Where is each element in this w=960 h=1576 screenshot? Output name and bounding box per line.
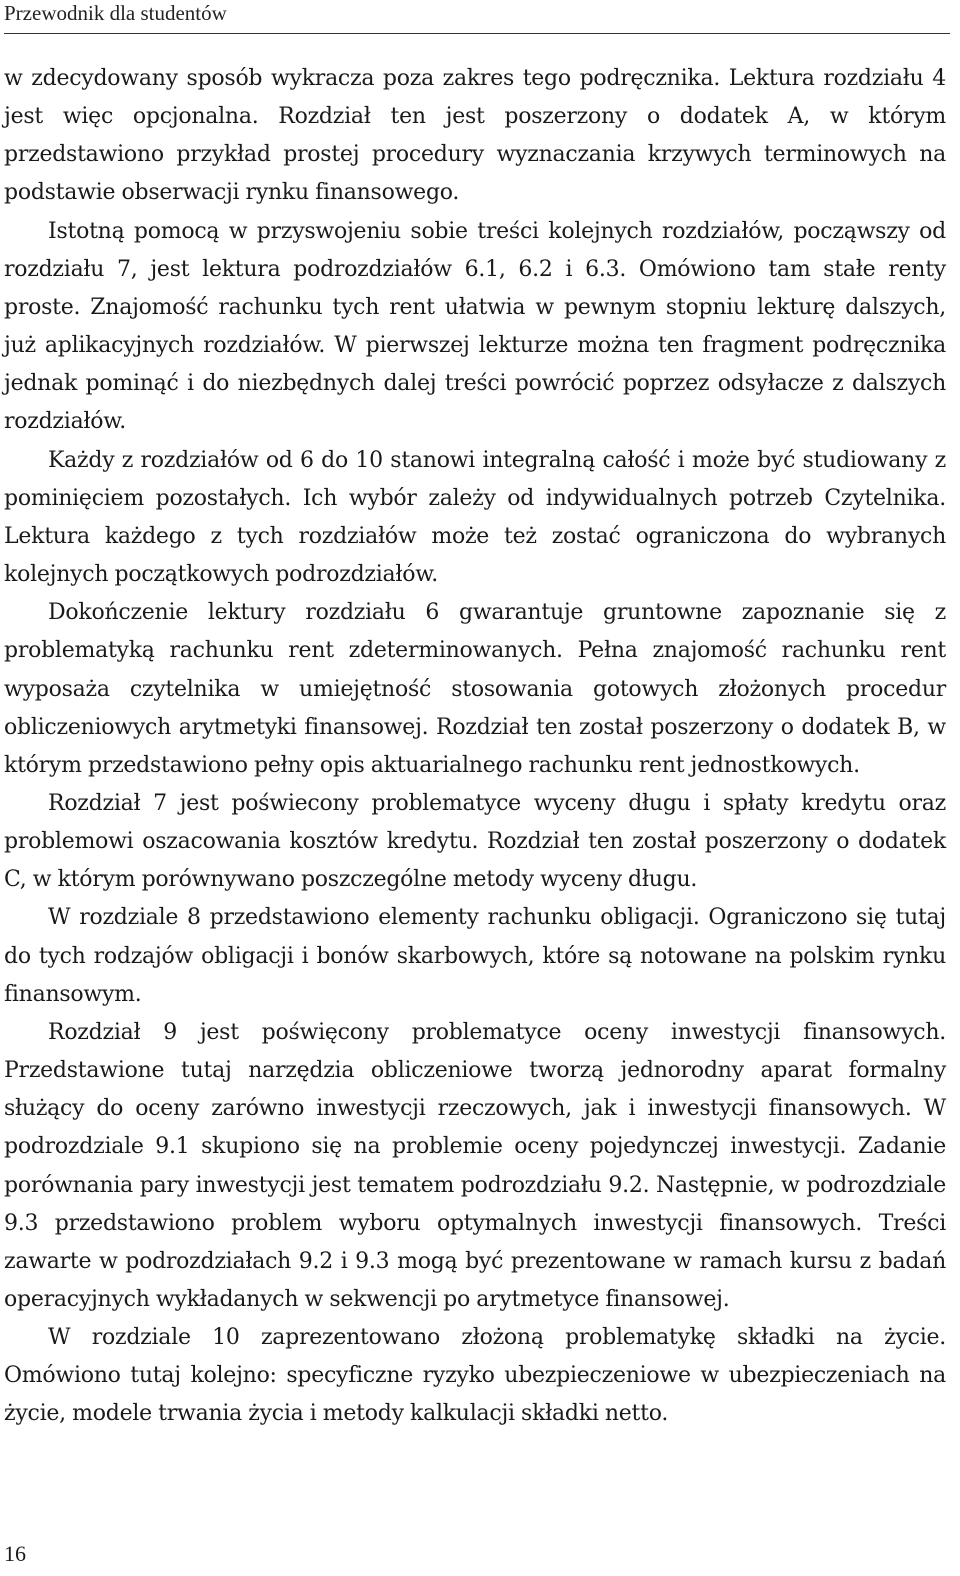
- paragraph-continuation: w zdecydowany sposób wykracza poza zakres tego podręcznika. Lektura rozdziału 4 jest więc opcjonalna. Rozdział ten jest poszerzony o dodatek A, w którym przedstawiono przykład prostej procedury wyznaczania krzywych terminowych na podstawie obserwacji rynku finansowego.: [4, 66, 946, 206]
- paragraph: W rozdziale 8 przedstawiono elementy rachunku obligacji. Ograniczono się tutaj do tych rodzajów obligacji i bonów skarbowych, które są notowane na polskim rynku finansowym.: [4, 905, 946, 1007]
- body-text: [4, 60, 946, 1434]
- running-header-title: Przewodnik dla studentów: [4, 1, 227, 25]
- page-number: 16: [4, 1541, 26, 1566]
- running-header: [4, 0, 950, 34]
- paragraph: Dokończenie lektury rozdziału 6 gwarantuje gruntowne zapoznanie się z problematyką rachunku rent zdeterminowanych. Pełna znajomość rachunku rent wyposaża czytelnika w umiejętność stosowania gotowych złożonych procedur obliczeniowych arytmetyki finansowej. Rozdział ten został poszerzony o dodatek B, w którym przedstawiono pełny opis aktuarialnego rachunku rent jednostkowych.: [4, 600, 946, 778]
- paragraph: Każdy z rozdziałów od 6 do 10 stanowi integralną całość i może być studiowany z pominięciem pozostałych. Ich wybór zależy od indywidualnych potrzeb Czytelnika. Lektura każdego z tych rozdziałów może też zostać ograniczona do wybranych kolejnych początkowych podrozdziałów.: [4, 447, 946, 588]
- paragraph: Istotną pomocą w przyswojeniu sobie treści kolejnych rozdziałów, począwszy od rozdziału 7, jest lektura podrozdziałów 6.1, 6.2 i 6.3. Omówiono tam stałe renty proste. Znajomość rachunku tych rent ułatwia w pewnym stopniu lekturę dalszych, już aplikacyjnych rozdziałów. W pierwszej lekturze można ten fragment podręcznika jednak pominąć i do niezbędnych dalej treści powrócić poprzez odsyłacze z dalszych rozdziałów.: [4, 218, 946, 435]
- paragraph: Rozdział 9 jest poświęcony problematyce oceny inwestycji finansowych. Przedstawione tutaj narzędzia obliczeniowe tworzą jednorodny aparat formalny służący do oceny zarówno inwestycji rzeczowych, jak i inwestycji finansowych. W podrozdziale 9.1 skupiono się na problemie oceny pojedynczej inwestycji. Zadanie porównania pary inwestycji jest tematem podrozdziału 9.2. Następnie, w podrozdziale 9.3 przedstawiono problem wyboru optymalnych inwestycji finansowych. Treści zawarte w podrozdziałach 9.2 i 9.3 mogą być prezentowane w ramach kursu z badań operacyjnych wykładanych w sekwencji po arytmetyce finansowej.: [4, 1019, 946, 1312]
- paragraph: W rozdziale 10 zaprezentowano złożoną problematykę składki na życie. Omówiono tutaj kolejno: specyficzne ryzyko ubezpieczeniowe w ubezpieczeniach na życie, modele trwania życia i metody kalkulacji składki netto.: [4, 1325, 946, 1427]
- paragraph: Rozdział 7 jest poświecony problematyce wyceny długu i spłaty kredytu oraz problemowi oszacowania kosztów kredytu. Rozdział ten został poszerzony o dodatek C, w którym porównywano poszczególne metody wyceny długu.: [4, 790, 946, 893]
